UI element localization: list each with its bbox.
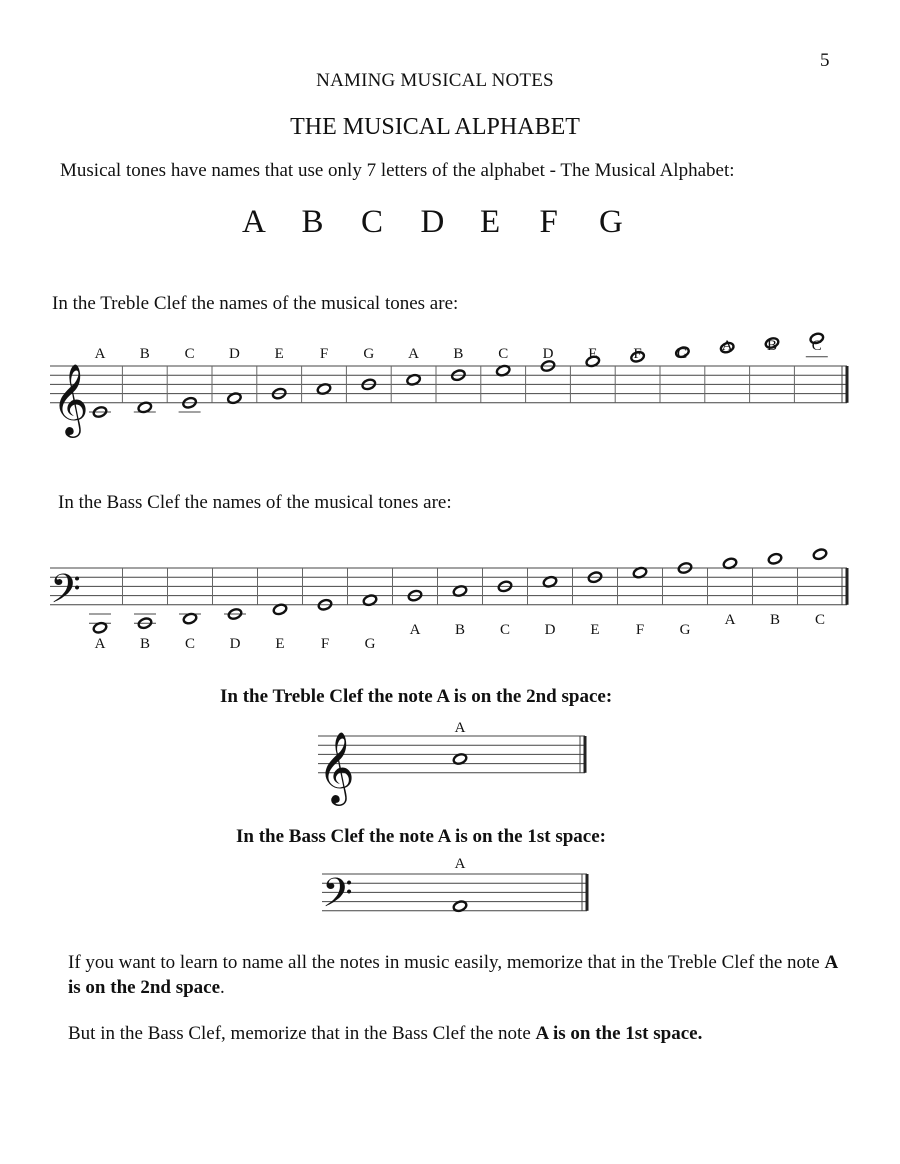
- note-name-label: F: [633, 346, 642, 362]
- note-name-label: C: [184, 346, 195, 362]
- note-name-label: A: [721, 338, 733, 354]
- note-name-label: C: [814, 612, 826, 628]
- note-name-label: D: [544, 622, 556, 638]
- note-name-label: C: [184, 636, 196, 652]
- note-name-label: F: [319, 346, 329, 362]
- closing-paragraph-1: [68, 950, 848, 1000]
- section-title: NAMING MUSICAL NOTES: [316, 70, 554, 91]
- alphabet-letter: A: [242, 204, 266, 240]
- alphabet-letter: D: [420, 204, 445, 240]
- closing-paragraph-2: [68, 1021, 848, 1046]
- note-name-label: A: [94, 346, 106, 362]
- whole-note: [812, 548, 827, 561]
- note-name-label: B: [766, 338, 778, 354]
- bass-example-staff: [300, 852, 600, 925]
- treble-clef-icon: 𝄞: [52, 366, 89, 434]
- alphabet-letter: C: [361, 204, 384, 240]
- note-name-label: A: [454, 856, 466, 872]
- note-name-label: G: [676, 346, 688, 362]
- bass-clef-icon: 𝄢: [322, 872, 353, 925]
- alphabet-letter: E: [480, 204, 501, 240]
- note-name-label: D: [542, 346, 554, 362]
- note-name-label: E: [275, 636, 285, 652]
- alphabet-letter: G: [599, 204, 623, 240]
- note-name-label: B: [139, 636, 151, 652]
- closing-text: .: [220, 977, 225, 998]
- closing-bold-text: A is on the 2nd space: [68, 952, 838, 998]
- alphabet-letter: F: [539, 204, 558, 240]
- bass-caption: In the Bass Clef the names of the musical tones are:: [58, 492, 452, 513]
- note-name-label: B: [453, 346, 464, 362]
- closing-text: But in the Bass Clef, memorize that in the Bass Clef the note: [68, 1023, 536, 1044]
- note-name-label: A: [409, 622, 421, 638]
- note-name-label: B: [454, 622, 466, 638]
- page-number: 5: [820, 50, 830, 71]
- treble-clef-icon: 𝄞: [318, 734, 355, 802]
- bass-clef-icon: 𝄢: [50, 568, 81, 621]
- note-name-label: A: [94, 636, 106, 652]
- alphabet-row: [242, 204, 659, 241]
- note-name-label: E: [590, 622, 600, 638]
- note-name-label: B: [139, 346, 150, 362]
- treble-caption: In the Treble Clef the names of the musical tones are:: [52, 293, 459, 314]
- bass-example-caption: In the Bass Clef the note A is on the 1st space:: [236, 826, 606, 847]
- page-title: THE MUSICAL ALPHABET: [290, 114, 580, 140]
- bass-staff: [0, 550, 900, 660]
- note-name-label: G: [363, 346, 375, 362]
- treble-example-caption: In the Treble Clef the note A is on the 2nd space:: [220, 686, 613, 707]
- note-name-label: C: [498, 346, 509, 362]
- whole-note: [767, 552, 782, 565]
- note-name-label: A: [454, 720, 466, 736]
- note-name-label: C: [499, 622, 511, 638]
- note-name-label: F: [320, 636, 330, 652]
- note-name-label: D: [229, 636, 241, 652]
- note-name-label: E: [588, 346, 598, 362]
- note-name-label: C: [811, 338, 822, 354]
- note-name-label: A: [408, 346, 420, 362]
- note-name-label: A: [724, 612, 736, 628]
- note-name-label: D: [228, 346, 240, 362]
- note-name-label: G: [679, 622, 691, 638]
- closing-text: If you want to learn to name all the notes in music easily, memorize that in the Treble Clef the note: [68, 952, 825, 973]
- closing-bold-text: A is on the 1st space.: [535, 1023, 703, 1044]
- treble-example-staff: [300, 716, 600, 802]
- note-name-label: E: [274, 346, 284, 362]
- alphabet-letter: B: [301, 204, 324, 240]
- note-name-label: B: [769, 612, 781, 628]
- note-name-label: G: [364, 636, 376, 652]
- treble-staff: [0, 330, 900, 440]
- note-name-label: F: [635, 622, 645, 638]
- intro-text: Musical tones have names that use only 7 letters of the alphabet - The Musical Alphabet:: [60, 160, 735, 181]
